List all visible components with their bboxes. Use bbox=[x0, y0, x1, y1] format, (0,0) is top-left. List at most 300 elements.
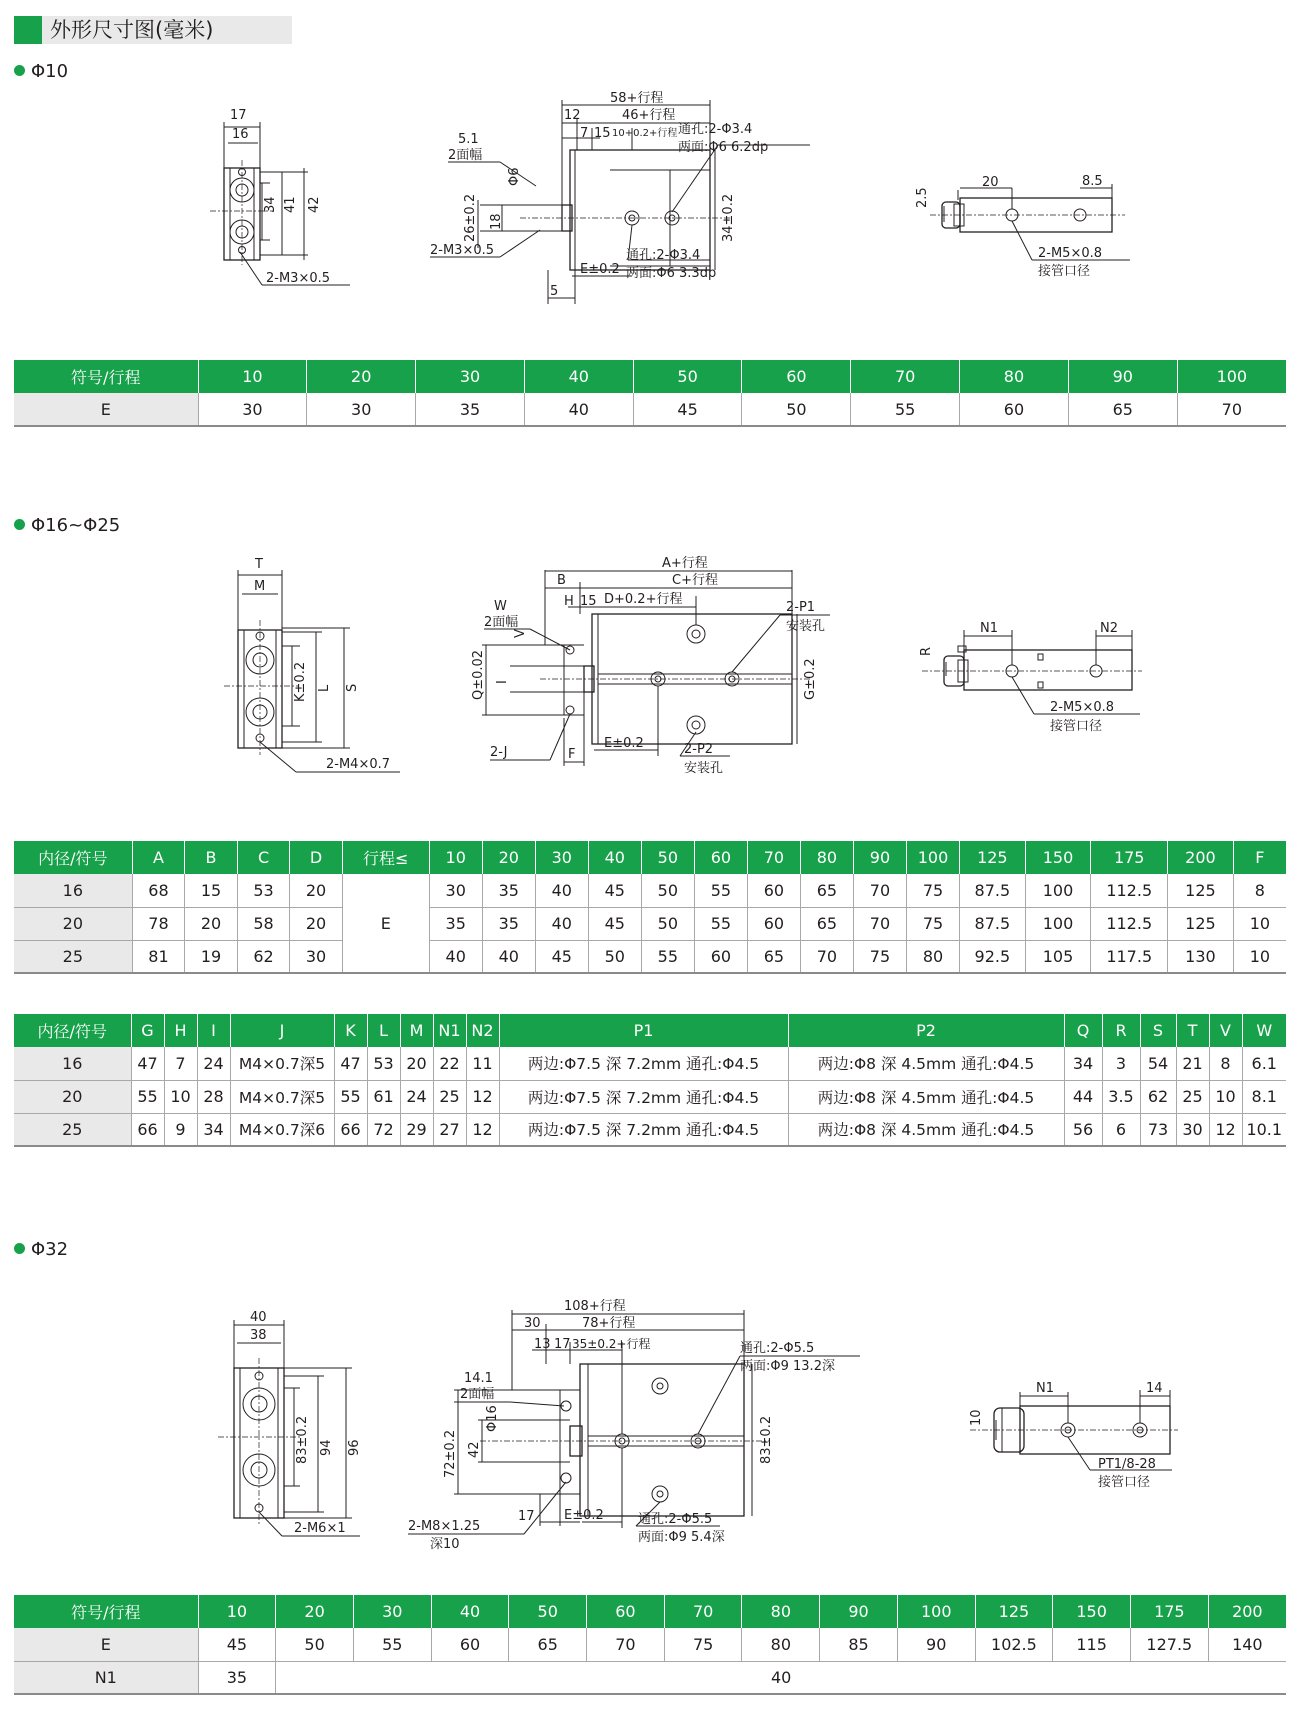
table-cell: 47 bbox=[131, 1047, 164, 1080]
table-cell: 100 bbox=[1025, 907, 1091, 940]
table-cell: 30 bbox=[290, 940, 343, 973]
table-cell: 87.5 bbox=[960, 907, 1026, 940]
table-header-cell: 200 bbox=[1168, 841, 1234, 874]
table-cell: 27 bbox=[433, 1113, 466, 1146]
dim-20: 20 bbox=[982, 175, 999, 190]
thread-label: 2-M6×1 bbox=[294, 1521, 346, 1536]
table-header-cell: J bbox=[230, 1014, 334, 1047]
table-cell: 15 bbox=[185, 874, 238, 907]
phi10-stroke-table bbox=[14, 360, 1286, 427]
table-row bbox=[14, 874, 1286, 907]
table-header-cell: 符号/行程 bbox=[14, 360, 198, 393]
table-cell: 50 bbox=[742, 393, 851, 426]
dim-14-1: 14.1 bbox=[464, 1371, 493, 1386]
phi16-side-view bbox=[471, 550, 840, 790]
table-cell: 40 bbox=[535, 907, 588, 940]
hole-bot-2: 两面:Φ9 5.4深 bbox=[638, 1530, 725, 1545]
dim-r: R bbox=[919, 646, 934, 656]
table-cell: 24 bbox=[400, 1080, 433, 1113]
table-row bbox=[14, 907, 1286, 940]
table-cell: 65 bbox=[747, 940, 800, 973]
table-header-cell: 60 bbox=[742, 360, 851, 393]
table-cell: 62 bbox=[1140, 1080, 1176, 1113]
table-cell: 34 bbox=[197, 1113, 230, 1146]
table-cell: 10 bbox=[1209, 1080, 1242, 1113]
phi16-top-view bbox=[910, 620, 1150, 750]
dim-83: 83±0.2 bbox=[295, 1415, 310, 1464]
table-header-cell: R bbox=[1102, 1014, 1140, 1047]
table-header-cell: 20 bbox=[482, 841, 535, 874]
phi16-stroke-table bbox=[14, 841, 1286, 974]
table-cell: 85 bbox=[820, 1628, 898, 1661]
dim-42: 42 bbox=[467, 1441, 482, 1458]
dim-78-stroke: 78+行程 bbox=[582, 1316, 636, 1331]
phi32-front-view bbox=[210, 1300, 410, 1540]
hole-top-2: 两面:Φ9 13.2深 bbox=[740, 1359, 835, 1374]
dim-42: 42 bbox=[307, 196, 322, 213]
table-header-cell: 30 bbox=[416, 360, 525, 393]
table-cell: N1 bbox=[14, 1661, 198, 1694]
dim-17: 17 bbox=[554, 1337, 571, 1352]
table-header-cell: 90 bbox=[853, 841, 906, 874]
table-cell: 140 bbox=[1208, 1628, 1286, 1661]
table-cell: 两边:Φ8 深 4.5mm 通孔:Φ4.5 bbox=[788, 1047, 1064, 1080]
table-cell: 6 bbox=[1102, 1113, 1140, 1146]
table-cell: 58 bbox=[237, 907, 290, 940]
dim-2face: 2面幅 bbox=[448, 148, 483, 163]
table-cell: 45 bbox=[633, 393, 742, 426]
dim-n1: N1 bbox=[1036, 1381, 1054, 1396]
table-header-cell: 100 bbox=[1177, 360, 1286, 393]
table-cell: 54 bbox=[1140, 1047, 1176, 1080]
phi10-top-view bbox=[900, 174, 1140, 300]
dim-18: 18 bbox=[489, 213, 504, 230]
table-header-row bbox=[14, 1014, 1286, 1047]
table-cell: 两边:Φ7.5 深 7.2mm 通孔:Φ4.5 bbox=[499, 1113, 788, 1146]
table-header-cell: N2 bbox=[466, 1014, 499, 1047]
p2-sub: 安装孔 bbox=[684, 761, 724, 776]
table-cell: 30 bbox=[1176, 1113, 1209, 1146]
dim-12: 12 bbox=[564, 108, 581, 123]
p2-label: 2-P2 bbox=[684, 742, 714, 757]
table-cell: 53 bbox=[237, 874, 290, 907]
table-cell: 11 bbox=[466, 1047, 499, 1080]
dim-2face: 2面幅 bbox=[460, 1387, 495, 1402]
table-header-cell: 70 bbox=[851, 360, 960, 393]
dim-v: V bbox=[513, 629, 528, 638]
table-cell: 40 bbox=[482, 940, 535, 973]
table-cell: 6.1 bbox=[1242, 1047, 1286, 1080]
table-header-cell: 100 bbox=[906, 841, 959, 874]
table-cell: 8.1 bbox=[1242, 1080, 1286, 1113]
table-cell: 47 bbox=[334, 1047, 367, 1080]
table-header-cell: F bbox=[1233, 841, 1286, 874]
table-cell: 60 bbox=[960, 393, 1069, 426]
table-cell: 125 bbox=[1168, 874, 1234, 907]
table-cell: 65 bbox=[1068, 393, 1177, 426]
table-cell: 16 bbox=[14, 1047, 131, 1080]
table-cell: 70 bbox=[853, 874, 906, 907]
table-header-row bbox=[14, 841, 1286, 874]
dim-b: B bbox=[557, 573, 566, 588]
phi10-side-view bbox=[430, 90, 860, 320]
table-cell: 7 bbox=[164, 1047, 197, 1080]
table-cell: 60 bbox=[431, 1628, 509, 1661]
table-header-cell: 40 bbox=[431, 1595, 509, 1628]
thread-depth: 深10 bbox=[430, 1537, 460, 1552]
table-cell: 75 bbox=[853, 940, 906, 973]
table-cell: 127.5 bbox=[1130, 1628, 1208, 1661]
table-cell: 两边:Φ8 深 4.5mm 通孔:Φ4.5 bbox=[788, 1080, 1064, 1113]
dim-m: M bbox=[254, 579, 266, 594]
table-header-cell: 行程≤ bbox=[342, 841, 429, 874]
table-header-row bbox=[14, 360, 1286, 393]
table-cell: 10 bbox=[1233, 940, 1286, 973]
table-cell: 100 bbox=[1025, 874, 1091, 907]
table-cell: 117.5 bbox=[1091, 940, 1168, 973]
table-cell: 20 bbox=[290, 874, 343, 907]
table-cell: 75 bbox=[664, 1628, 742, 1661]
table-cell: 35 bbox=[198, 1661, 276, 1694]
table-header-cell: P2 bbox=[788, 1014, 1064, 1047]
table-header-cell: 10 bbox=[429, 841, 482, 874]
dim-s: S bbox=[345, 683, 360, 692]
table-header-cell: 50 bbox=[641, 841, 694, 874]
table-cell: 61 bbox=[367, 1080, 400, 1113]
table-header-cell: 50 bbox=[509, 1595, 587, 1628]
dim-15: 15 bbox=[580, 594, 597, 609]
table-cell: 20 bbox=[290, 907, 343, 940]
table-header-cell: M bbox=[400, 1014, 433, 1047]
table-header-cell: V bbox=[1209, 1014, 1242, 1047]
hole-top-1: 通孔:2-Φ3.4 bbox=[678, 122, 753, 137]
table-cell: 55 bbox=[131, 1080, 164, 1113]
dim-13: 13 bbox=[534, 1337, 551, 1352]
table-cell: 60 bbox=[694, 940, 747, 973]
table-cell: 40 bbox=[429, 940, 482, 973]
section-label-phi10: Φ10 bbox=[14, 62, 68, 82]
table-cell: 30 bbox=[307, 393, 416, 426]
dim-5-1: 5.1 bbox=[458, 132, 479, 147]
page-title: 外形尺寸图(毫米) bbox=[50, 18, 214, 42]
table-cell: 53 bbox=[367, 1047, 400, 1080]
dim-41: 41 bbox=[283, 196, 298, 213]
dim-n2: N2 bbox=[1100, 621, 1118, 636]
thread-side: 2-M8×1.25 bbox=[408, 1519, 481, 1534]
table-header-cell: A bbox=[132, 841, 185, 874]
table-cell: 66 bbox=[131, 1113, 164, 1146]
bullet-icon bbox=[14, 1243, 25, 1254]
table-cell: 28 bbox=[197, 1080, 230, 1113]
table-row bbox=[14, 940, 1286, 973]
table-cell: 92.5 bbox=[960, 940, 1026, 973]
table-header-cell: 40 bbox=[588, 841, 641, 874]
table-header-cell: 40 bbox=[524, 360, 633, 393]
table-header-cell: 内径/符号 bbox=[14, 1014, 131, 1047]
dim-w: W bbox=[494, 599, 507, 614]
table-header-cell: 30 bbox=[353, 1595, 431, 1628]
table-cell: 44 bbox=[1064, 1080, 1102, 1113]
table-cell: 20 bbox=[185, 907, 238, 940]
dim-34-tol: 34±0.2 bbox=[721, 193, 736, 242]
table-cell: 55 bbox=[353, 1628, 431, 1661]
table-cell: 两边:Φ8 深 4.5mm 通孔:Φ4.5 bbox=[788, 1113, 1064, 1146]
dim-d-stroke: D+0.2+行程 bbox=[604, 592, 683, 607]
dim-72: 72±0.2 bbox=[443, 1429, 458, 1478]
dim-108-stroke: 108+行程 bbox=[564, 1299, 626, 1314]
table-cell: 115 bbox=[1053, 1628, 1131, 1661]
dim-40: 40 bbox=[250, 1310, 267, 1325]
dim-8-5: 8.5 bbox=[1082, 174, 1103, 189]
section-label-phi32: Φ32 bbox=[14, 1240, 68, 1260]
port-thread: 2-M5×0.8 bbox=[1038, 246, 1103, 261]
dim-e: E±0.2 bbox=[580, 262, 620, 277]
table-cell: 72 bbox=[367, 1113, 400, 1146]
table-cell: 10.1 bbox=[1242, 1113, 1286, 1146]
table-header-cell: P1 bbox=[499, 1014, 788, 1047]
dim-10-stroke: 10+0.2+行程 bbox=[612, 128, 678, 139]
table-cell: E bbox=[14, 1628, 198, 1661]
table-cell: 75 bbox=[906, 907, 959, 940]
table-cell: 34 bbox=[1064, 1047, 1102, 1080]
dim-2face: 2面幅 bbox=[484, 615, 519, 630]
hole-bot-2: 两面:Φ6 3.3dp bbox=[626, 266, 717, 281]
table-cell: 8 bbox=[1233, 874, 1286, 907]
table-header-cell: 150 bbox=[1025, 841, 1091, 874]
table-cell: 87.5 bbox=[960, 874, 1026, 907]
table-cell: 102.5 bbox=[975, 1628, 1053, 1661]
table-cell: 68 bbox=[132, 874, 185, 907]
table-cell: 56 bbox=[1064, 1113, 1102, 1146]
hole-bot-1: 通孔:2-Φ3.4 bbox=[626, 248, 701, 263]
table-row bbox=[14, 1628, 1286, 1661]
phi10-front-view bbox=[200, 100, 380, 300]
port-label: 接管口径 bbox=[1038, 264, 1091, 279]
table-header-cell: 20 bbox=[307, 360, 416, 393]
table-cell: 81 bbox=[132, 940, 185, 973]
hole-top-1: 通孔:2-Φ5.5 bbox=[740, 1341, 815, 1356]
dim-17: 17 bbox=[230, 108, 247, 123]
table-header-cell: 70 bbox=[664, 1595, 742, 1628]
bullet-icon bbox=[14, 519, 25, 530]
section-label-phi16-25: Φ16~Φ25 bbox=[14, 516, 120, 536]
table-cell: 75 bbox=[906, 874, 959, 907]
table-header-cell: H bbox=[164, 1014, 197, 1047]
dim-phi16: Φ16 bbox=[485, 1405, 500, 1432]
table-header-cell: 60 bbox=[587, 1595, 665, 1628]
table-header-cell: N1 bbox=[433, 1014, 466, 1047]
dim-thread: 2-M3×0.5 bbox=[430, 243, 495, 258]
table-cell: 21 bbox=[1176, 1047, 1209, 1080]
table-cell: 62 bbox=[237, 940, 290, 973]
phi16-front-view bbox=[220, 550, 420, 780]
table-cell: 65 bbox=[509, 1628, 587, 1661]
hole-bot-1: 通孔:2-Φ5.5 bbox=[638, 1512, 713, 1527]
dim-f: F bbox=[568, 747, 576, 762]
table-cell: 12 bbox=[466, 1113, 499, 1146]
table-cell: 25 bbox=[14, 1113, 131, 1146]
table-header-cell: 30 bbox=[535, 841, 588, 874]
dim-46-stroke: 46+行程 bbox=[622, 108, 676, 123]
table-cell: 24 bbox=[197, 1047, 230, 1080]
table-header-cell: Q bbox=[1064, 1014, 1102, 1047]
table-header-cell: 200 bbox=[1208, 1595, 1286, 1628]
dim-94: 94 bbox=[319, 1439, 334, 1456]
table-header-cell: T bbox=[1176, 1014, 1209, 1047]
table-cell: 70 bbox=[587, 1628, 665, 1661]
table-cell: 3.5 bbox=[1102, 1080, 1140, 1113]
table-row bbox=[14, 1113, 1286, 1146]
table-cell: 65 bbox=[800, 874, 853, 907]
table-cell: 80 bbox=[742, 1628, 820, 1661]
dim-c-stroke: C+行程 bbox=[672, 573, 718, 588]
table-cell: 19 bbox=[185, 940, 238, 973]
table-cell: 10 bbox=[164, 1080, 197, 1113]
dim-q: Q±0.02 bbox=[471, 649, 486, 700]
table-header-cell: 10 bbox=[198, 360, 307, 393]
port-thread: 2-M5×0.8 bbox=[1050, 700, 1115, 715]
table-header-cell: 175 bbox=[1130, 1595, 1208, 1628]
dim-j: 2-J bbox=[490, 745, 508, 760]
table-cell: 12 bbox=[466, 1080, 499, 1113]
dim-g: G±0.2 bbox=[803, 658, 818, 700]
dim-35-stroke: 35±0.2+行程 bbox=[572, 1337, 651, 1351]
table-cell: 40 bbox=[524, 393, 633, 426]
dim-l: L bbox=[317, 684, 332, 692]
table-cell: 10 bbox=[1233, 907, 1286, 940]
table-cell: 两边:Φ7.5 深 7.2mm 通孔:Φ4.5 bbox=[499, 1047, 788, 1080]
dim-5: 5 bbox=[550, 284, 559, 299]
header-square-icon bbox=[14, 16, 42, 44]
table-cell: 105 bbox=[1025, 940, 1091, 973]
dim-i: I bbox=[495, 680, 510, 684]
phi32-stroke-table bbox=[14, 1595, 1286, 1695]
table-header-cell: W bbox=[1242, 1014, 1286, 1047]
table-cell: 50 bbox=[588, 940, 641, 973]
table-cell: 60 bbox=[747, 907, 800, 940]
table-header-row bbox=[14, 1595, 1286, 1628]
table-row bbox=[14, 1047, 1286, 1080]
table-header-cell: I bbox=[197, 1014, 230, 1047]
table-cell: M4×0.7深6 bbox=[230, 1113, 334, 1146]
table-header-cell: 150 bbox=[1053, 1595, 1131, 1628]
port-thread: PT1/8-28 bbox=[1098, 1457, 1156, 1472]
table-cell: 73 bbox=[1140, 1113, 1176, 1146]
dim-38: 38 bbox=[250, 1328, 267, 1343]
dim-k: K±0.2 bbox=[293, 661, 308, 702]
table-cell: 22 bbox=[433, 1047, 466, 1080]
table-header-cell: D bbox=[290, 841, 343, 874]
dim-15: 15 bbox=[594, 126, 611, 141]
dim-96: 96 bbox=[347, 1439, 362, 1456]
table-cell: 50 bbox=[641, 907, 694, 940]
table-cell: 55 bbox=[641, 940, 694, 973]
dim-7: 7 bbox=[580, 126, 589, 141]
hole-top-2: 两面:Φ6 6.2dp bbox=[678, 140, 769, 155]
table-header-cell: 100 bbox=[897, 1595, 975, 1628]
table-cell: 20 bbox=[14, 1080, 131, 1113]
table-cell: 16 bbox=[14, 874, 132, 907]
table-header-cell: 125 bbox=[975, 1595, 1053, 1628]
table-row bbox=[14, 393, 1286, 426]
table-cell: 29 bbox=[400, 1113, 433, 1146]
table-cell: 30 bbox=[198, 393, 307, 426]
table-cell: 66 bbox=[334, 1113, 367, 1146]
table-cell: 8 bbox=[1209, 1047, 1242, 1080]
table-header-cell: 80 bbox=[960, 360, 1069, 393]
table-cell: 55 bbox=[694, 874, 747, 907]
dim-26: 26±0.2 bbox=[463, 193, 478, 242]
dim-h: H bbox=[564, 594, 574, 609]
table-header-cell: 符号/行程 bbox=[14, 1595, 198, 1628]
table-cell: 130 bbox=[1168, 940, 1234, 973]
table-cell: 55 bbox=[334, 1080, 367, 1113]
table-cell-merged: 40 bbox=[276, 1661, 1286, 1694]
table-header-cell: 内径/符号 bbox=[14, 841, 132, 874]
port-label: 接管口径 bbox=[1050, 719, 1103, 734]
table-cell: 12 bbox=[1209, 1113, 1242, 1146]
table-cell: 112.5 bbox=[1091, 874, 1168, 907]
phi16-dimension-table bbox=[14, 1014, 1286, 1147]
table-header-cell: G bbox=[131, 1014, 164, 1047]
table-cell: M4×0.7深5 bbox=[230, 1080, 334, 1113]
table-cell: 50 bbox=[641, 874, 694, 907]
table-header-cell: 70 bbox=[747, 841, 800, 874]
table-cell: 78 bbox=[132, 907, 185, 940]
dim-10: 10 bbox=[969, 1409, 984, 1426]
table-cell: 45 bbox=[588, 907, 641, 940]
phi32-top-view bbox=[940, 1380, 1180, 1520]
phi32-side-view bbox=[408, 1290, 860, 1570]
table-cell: 30 bbox=[429, 874, 482, 907]
table-cell: 90 bbox=[897, 1628, 975, 1661]
dim-16: 16 bbox=[232, 127, 249, 142]
table-cell: 20 bbox=[400, 1047, 433, 1080]
table-header-cell: B bbox=[185, 841, 238, 874]
table-header-cell: 125 bbox=[960, 841, 1026, 874]
table-cell: 55 bbox=[694, 907, 747, 940]
table-cell: 25 bbox=[1176, 1080, 1209, 1113]
table-cell: 9 bbox=[164, 1113, 197, 1146]
table-header-cell: 80 bbox=[742, 1595, 820, 1628]
dim-2-5: 2.5 bbox=[915, 187, 930, 208]
table-cell: 35 bbox=[429, 907, 482, 940]
table-cell: 35 bbox=[482, 907, 535, 940]
dim-e: E±0.2 bbox=[604, 736, 644, 751]
table-cell: 125 bbox=[1168, 907, 1234, 940]
table-cell: 25 bbox=[433, 1080, 466, 1113]
table-cell: 35 bbox=[416, 393, 525, 426]
table-cell: 35 bbox=[482, 874, 535, 907]
table-cell: 20 bbox=[14, 907, 132, 940]
table-cell: 80 bbox=[906, 940, 959, 973]
dim-17-b: 17 bbox=[518, 1509, 535, 1524]
thread-label: 2-M4×0.7 bbox=[326, 757, 391, 772]
table-row bbox=[14, 1080, 1286, 1113]
table-header-cell: 20 bbox=[276, 1595, 354, 1628]
table-header-cell: S bbox=[1140, 1014, 1176, 1047]
dim-83-tol: 83±0.2 bbox=[759, 1415, 774, 1464]
dim-phi6: Φ6 bbox=[507, 167, 522, 186]
table-cell: M4×0.7深5 bbox=[230, 1047, 334, 1080]
table-cell: 45 bbox=[535, 940, 588, 973]
table-cell: 50 bbox=[276, 1628, 354, 1661]
table-cell: 65 bbox=[800, 907, 853, 940]
dim-30: 30 bbox=[524, 1316, 541, 1331]
dim-a-stroke: A+行程 bbox=[662, 556, 708, 571]
bullet-icon bbox=[14, 65, 25, 76]
table-header-cell: 90 bbox=[1068, 360, 1177, 393]
